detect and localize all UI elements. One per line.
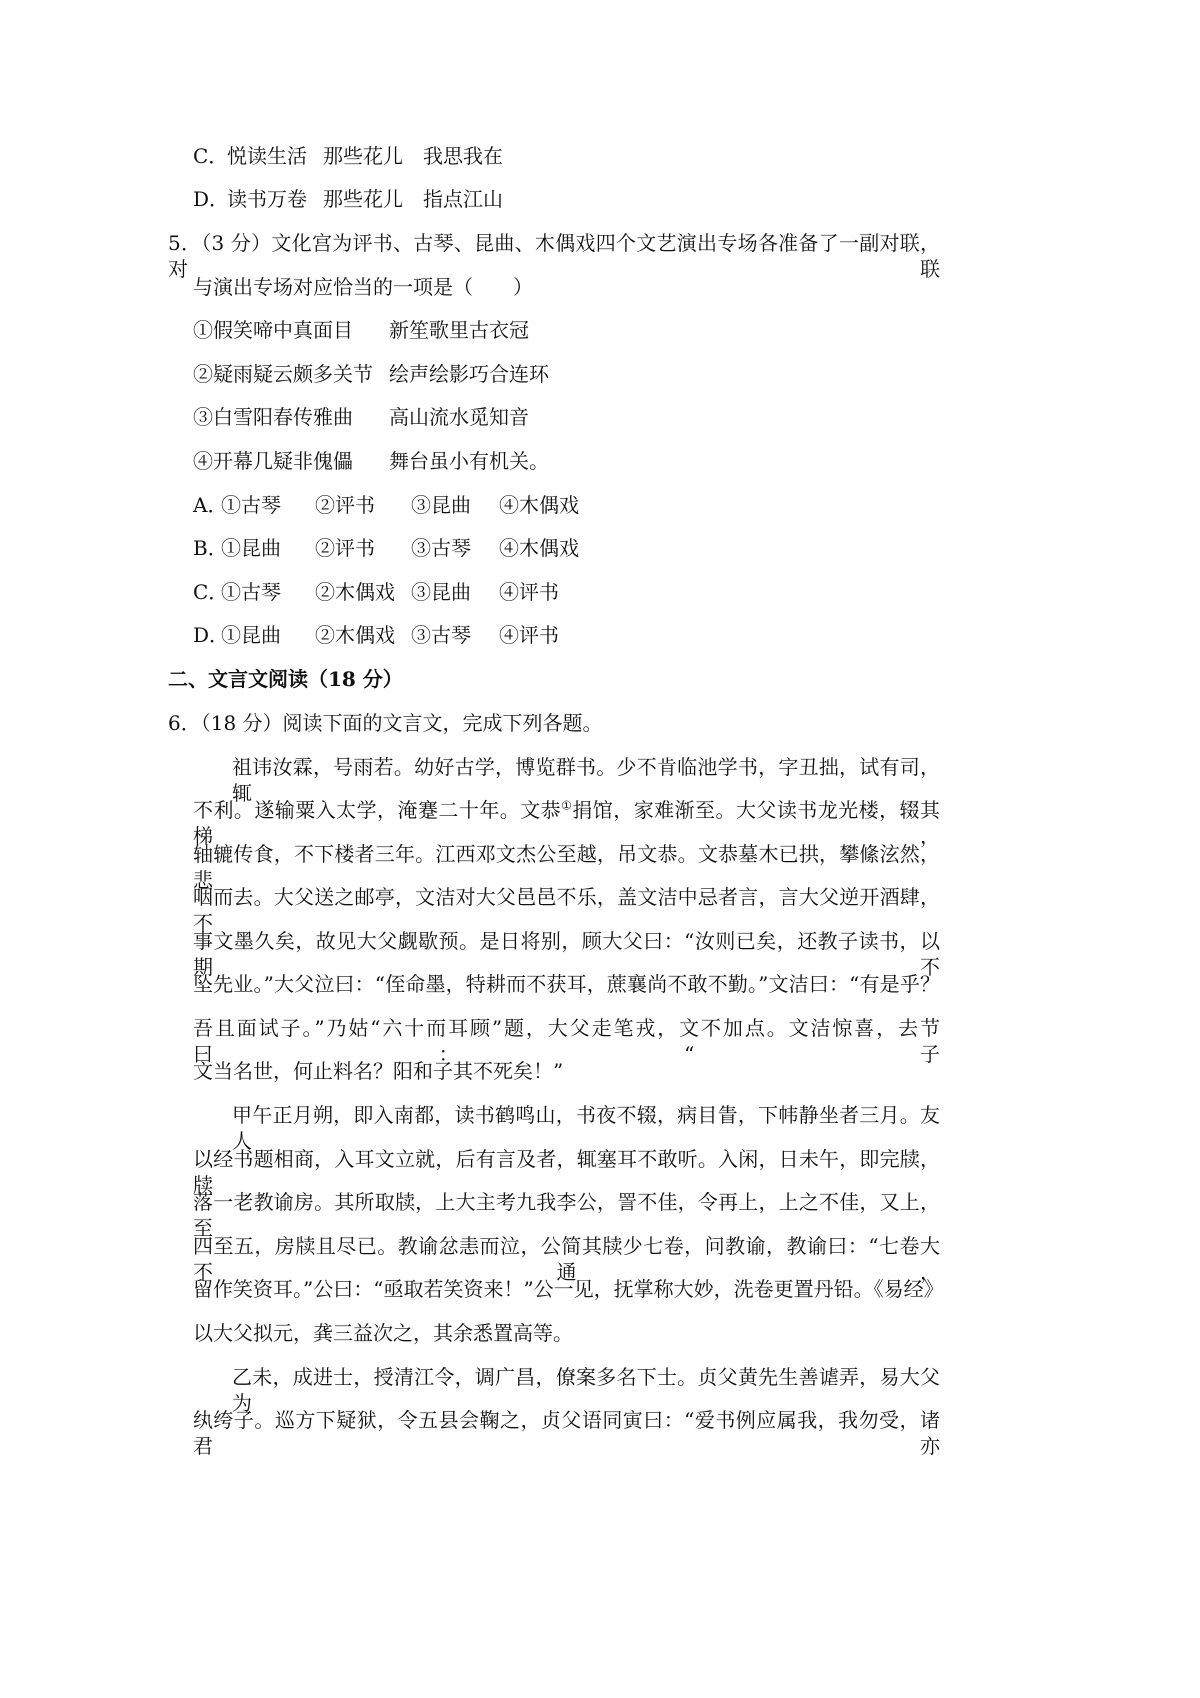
option-item: 那些花儿 — [323, 187, 403, 211]
q5-couplet — [193, 448, 549, 474]
option-item: ④评书 — [499, 623, 559, 647]
option-label: C． — [193, 144, 229, 168]
option-label: C． — [193, 580, 229, 604]
option-item: ①昆曲 — [221, 623, 281, 647]
passage-line: 甲午正月朔，即入南都，读书鹤鸣山，书夜不辍，病目眚，下帏静坐者三月。友人 — [232, 1103, 940, 1153]
option-item: 指点江山 — [423, 187, 503, 211]
couplet-right: 新笙歌里古衣冠 — [389, 318, 529, 342]
option-item: ④评书 — [499, 580, 559, 604]
q4-option-c — [193, 143, 503, 169]
option-item: 悦读生活 — [227, 144, 307, 168]
option-item: ②评书 — [315, 493, 375, 517]
option-item: 那些花儿 — [323, 144, 403, 168]
option-item: ③昆曲 — [411, 580, 471, 604]
passage-line: 吾且面试子。”乃姑“六十而耳顾”题，大父走笔戎，文不加点。文洁惊喜，去节曰：“子 — [193, 1016, 940, 1066]
option-label: A． — [193, 493, 228, 517]
option-item: ①古琴 — [221, 493, 281, 517]
passage-line: 以经书题相商，入耳文立就，后有言及者，辄塞耳不敢听。入闲，日未午，即完牍，牍 — [193, 1147, 940, 1197]
option-item: ①昆曲 — [221, 536, 281, 560]
couplet-left: ①假笑啼中真面目 — [193, 318, 353, 342]
passage-line: 咽而去。大父送之邮亭，文洁对大父邑邑不乐，盖文洁中忌者言，言大父逆开酒肆，不 — [193, 885, 940, 935]
passage-line: 落一老教谕房。其所取牍，上大主考九我李公，詈不佳，令再上，上之不佳，又上，至 — [193, 1190, 940, 1240]
option-item: ②评书 — [315, 536, 375, 560]
passage-line: 祖讳汝霖，号雨若。幼好古学，博览群书。少不肯临池学书，字丑拙，试有司，辄 — [232, 755, 940, 805]
footnote-marker: ① — [561, 798, 573, 813]
couplet-left: ②疑雨疑云颇多关节 — [193, 362, 373, 386]
passage-line: 四至五，房牍且尽已。教谕忿恚而泣，公简其牍少七卷，问教谕，教谕曰：“七卷大不通， — [193, 1234, 940, 1284]
q5-couplet — [193, 404, 529, 430]
q5-couplet — [193, 361, 549, 387]
passage-line: 乙未，成进士，授清江令，调广昌，僚案多名下士。贞父黄先生善谑弄，易大父为 — [232, 1365, 940, 1415]
q5-option-a — [193, 492, 579, 518]
passage-line: 以大父拟元，龚三益次之，其余悉置高等。 — [193, 1321, 573, 1345]
q5-stem-line1: 5．（3 分）文化宫为评书、古琴、昆曲、木偶戏四个文艺演出专场各准备了一副对联，对联 — [168, 231, 940, 281]
option-item: ①古琴 — [221, 580, 281, 604]
couplet-right: 高山流水觅知音 — [389, 405, 529, 429]
option-item: ④木偶戏 — [499, 536, 579, 560]
passage-line: 轴辘传食，不下楼者三年。江西邓文杰公至越，吊文恭。文恭墓木已拱，攀絛泫然，悲 — [193, 842, 940, 892]
q5-couplet — [193, 317, 529, 343]
option-item: ③古琴 — [411, 623, 471, 647]
couplet-right: 舞台虽小有机关。 — [389, 449, 549, 473]
passage-line: 留作笑资耳。”公曰：“亟取若笑资来！”公一见，抚掌称大妙，洗卷更置丹铅。《易经》 — [193, 1277, 944, 1301]
q5-option-b — [193, 535, 579, 561]
option-item: ③昆曲 — [411, 493, 471, 517]
q5-option-c — [193, 579, 559, 605]
option-item: ④木偶戏 — [499, 493, 579, 517]
passage-text: 捐馆，家难渐至。大父读书龙光楼，辍其梯， — [193, 798, 941, 848]
option-item: ②木偶戏 — [315, 580, 395, 604]
couplet-left: ③白雪阳春传雅曲 — [193, 405, 353, 429]
couplet-left: ④开幕几疑非傀儡 — [193, 449, 353, 473]
option-item: 我思我在 — [423, 144, 503, 168]
couplet-right: 绘声绘影巧合连环 — [389, 362, 549, 386]
passage-line: 纨绔子。巡方下疑狱，令五县会鞠之，贞父语同寅曰：“爱书例应属我，我勿受，诸君亦 — [193, 1408, 940, 1458]
option-label: D． — [193, 623, 230, 647]
option-label: B． — [193, 536, 228, 560]
option-item: ③古琴 — [411, 536, 471, 560]
section-heading: 二、文言文阅读（18 分） — [168, 667, 403, 691]
q4-option-d — [193, 186, 503, 212]
option-item: 读书万卷 — [227, 187, 307, 211]
passage-line: 文当名世，何止料名？阳和子其不死矣！” — [193, 1059, 564, 1083]
q5-stem-line2: 与演出专场对应恰当的一项是（ ） — [193, 275, 533, 299]
option-label: D． — [193, 187, 230, 211]
passage-line: 事文墨久矣，故见大父觑歇预。是日将别，顾大父曰：“汝则已矣，还教子读书，以期不 — [193, 929, 940, 979]
option-item: ②木偶戏 — [315, 623, 395, 647]
passage-text: 不利。遂输粟入太学，淹蹇二十年。文恭 — [193, 798, 562, 822]
q6-stem: 6．（18 分）阅读下面的文言文，完成下列各题。 — [168, 711, 603, 735]
passage-line: 坠先业。”大父泣曰：“侄命墨，特耕而不获耳，蔗襄尚不敢不勤。”文洁曰：“有是乎？ — [193, 972, 940, 996]
q5-option-d — [193, 622, 559, 648]
